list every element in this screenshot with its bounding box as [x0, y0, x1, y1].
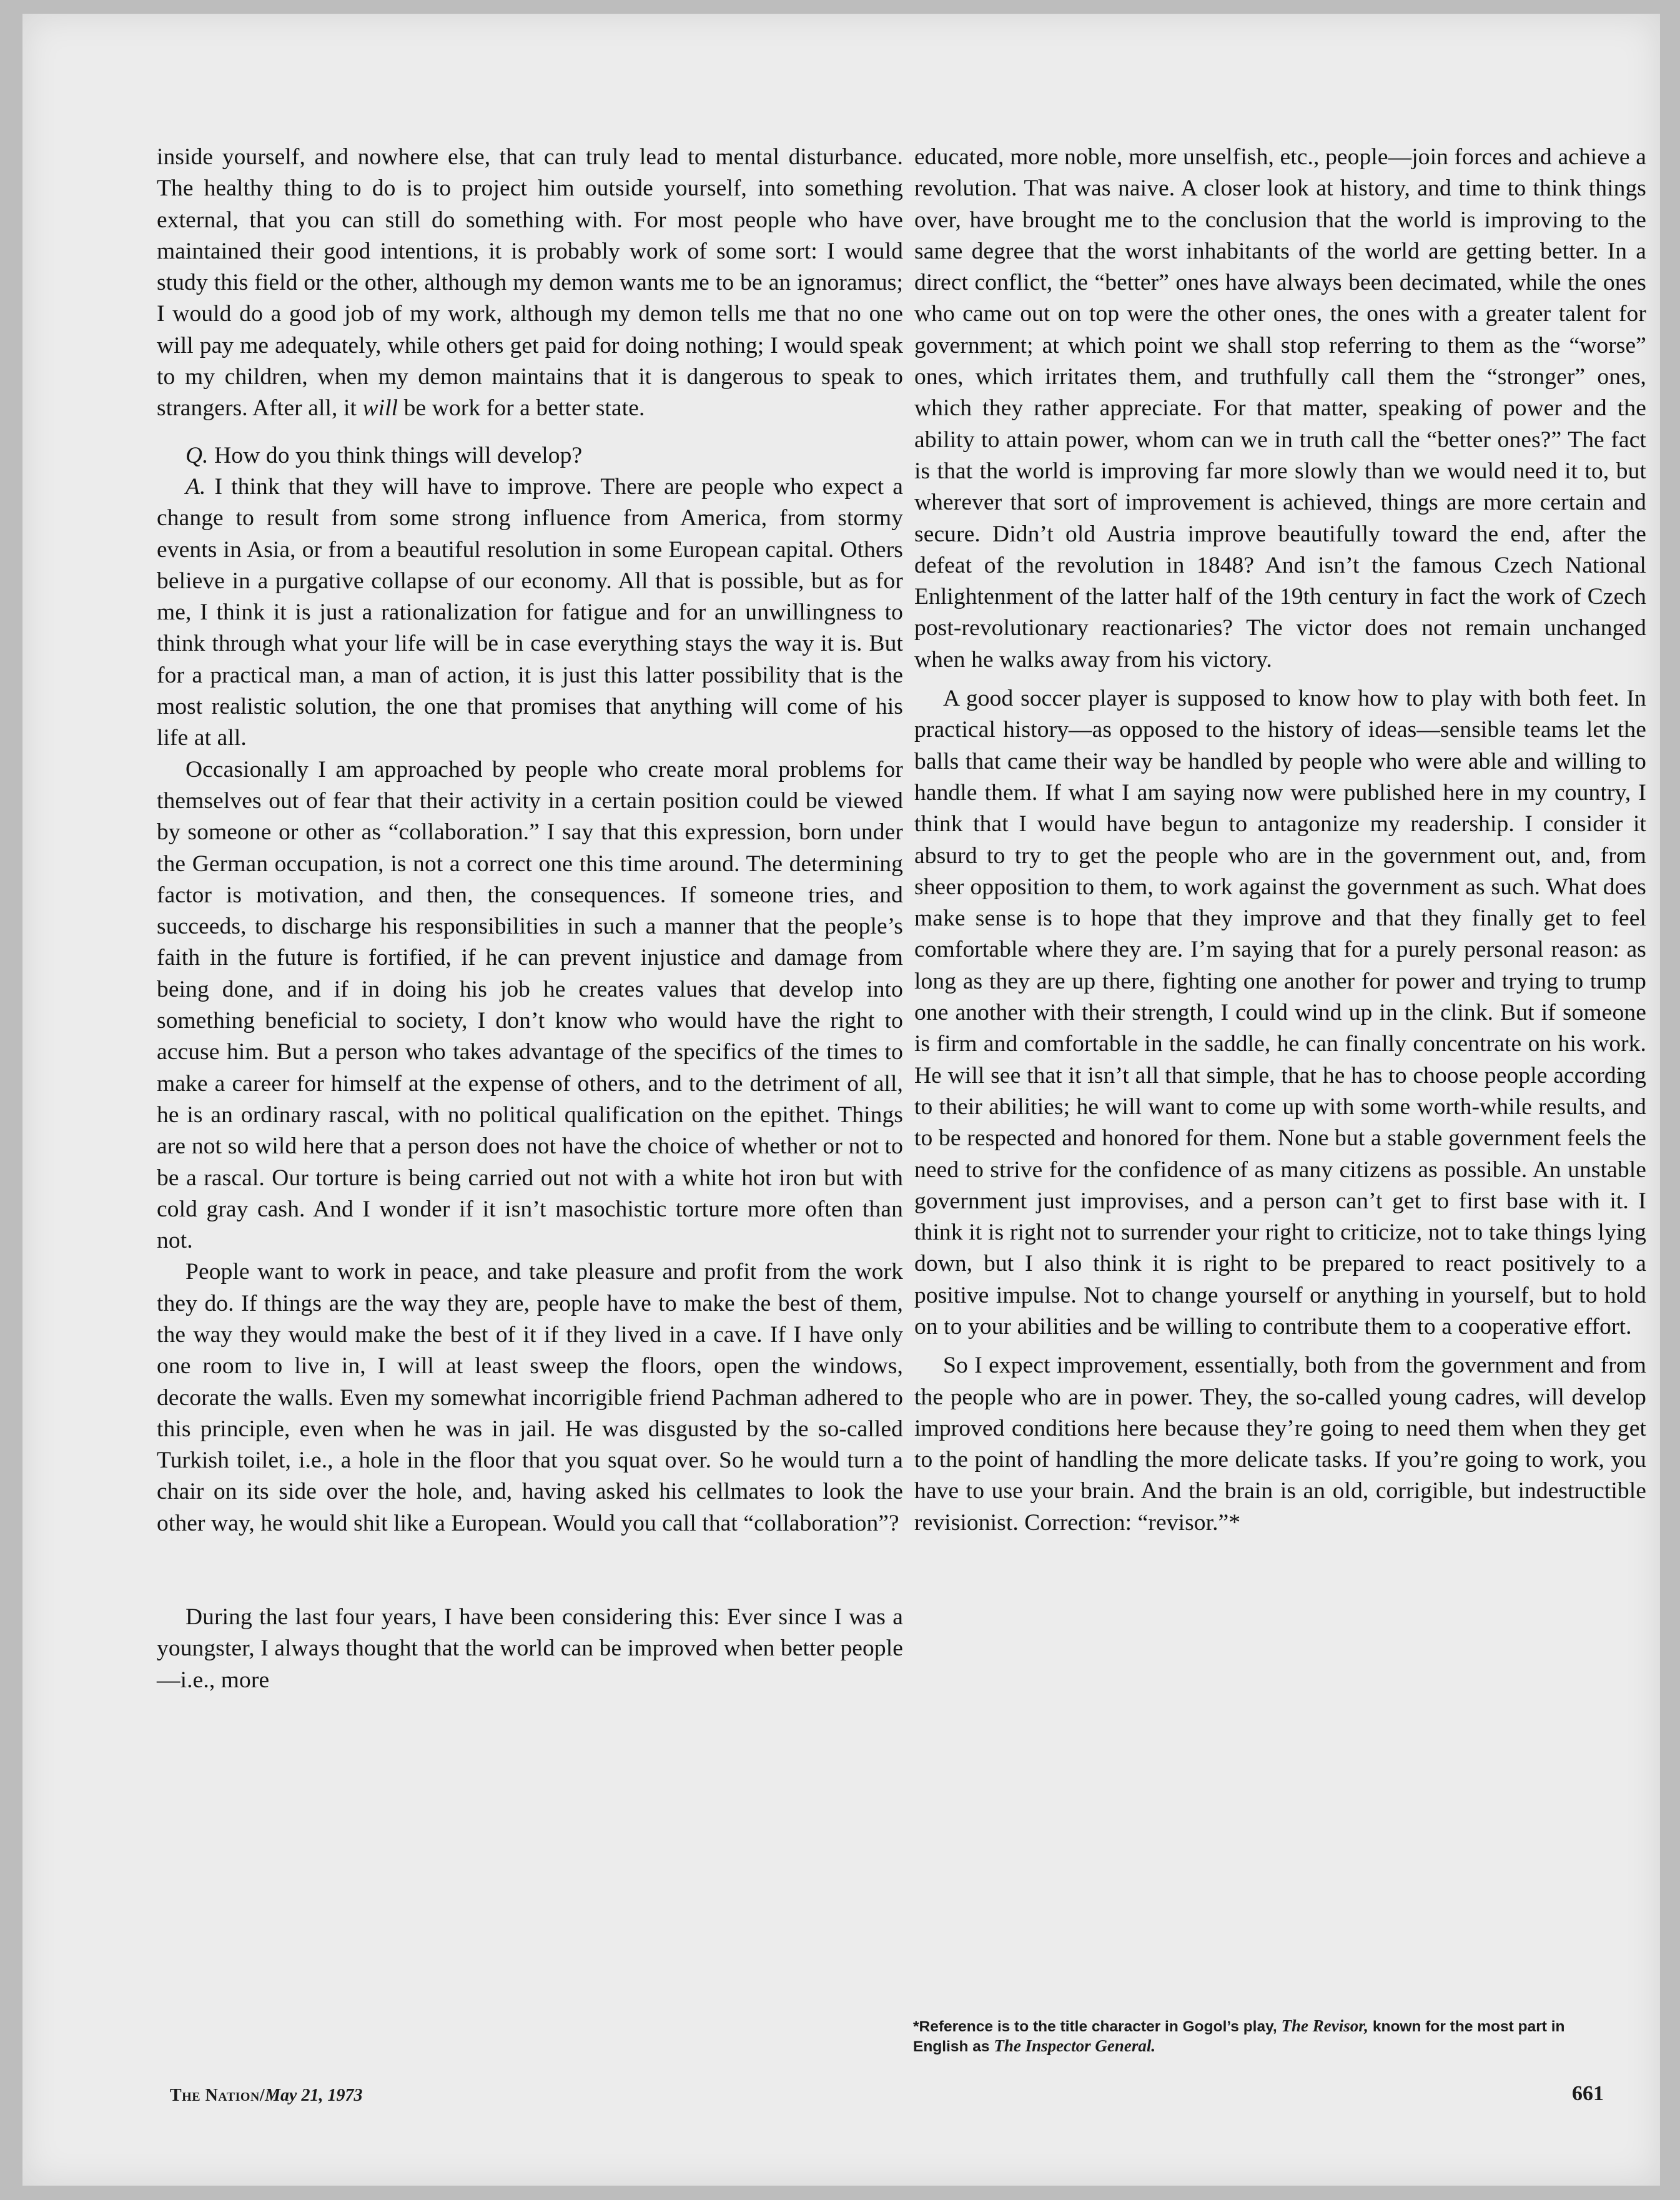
paragraph: educated, more noble, more unselfish, etc., people—join forces and achieve a revolution. That was naive. A closer look at history, and time to think things over, have brought me to the conclusion that the world is improving to the same degree that the worst inhabitants of the world are getting better. In a direct conflict, the “better” ones have always been decimated, while the ones who came out on top were the other ones, the ones with a greater talent for government; at which point we shall stop referring to them as the “worse” ones, which irritates them, and truthfully call them the “stronger” ones, which they rather appreciate. For that matter, speaking of power and the ability to attain power, whom can we in truth call the “better ones?” The fact is that the world is improving far more slowly than we would need it to, but wherever that sort of improvement is achieved, things are more certain and secure. Didn’t old Austria improve beautifully toward the end, after the defeat of the revolution in 1848? And isn’t the famous Czech National Enlightenment of the latter half of the 19th century in fact the work of Czech post-revolutionary reactionaries? The victor does not remain unchanged when he walks away from his victory. — [914, 144, 1646, 673]
page-number: 661 — [1572, 2082, 1604, 2105]
paragraph: A good soccer player is supposed to know how to play with both feet. In practical history—as opposed to the history of ideas—sensible teams let the balls that came their way be handled by people who were able and willing to handle them. If what I am saying now were published here in my country, I think that I would have begun to antagonize my readership. I consider it absurd to try to get the people who are in the government out, and, from sheer opposition to them, to work against the government as such. What does make sense is to hope that they improve and that they finally get to feel comfortable where they are. I’m saying that for a purely personal reason: as long as they are up there, fighting one another for power and trying to trump one another with their strength, I could wind up in the clink. But if someone is firm and comfortable in the saddle, he can finally concentrate on his work. He will see that it isn’t all that simple, that he has to choose people according to their abilities; he will want to come up with some worth-while results, and to be respected and honored for them. None but a stable government feels the need to strive for the confidence of as many citizens as possible. An unstable government just improvises, and a person can’t get to first base with it. I think it is right not to surrender your right to criticize, not to take things lying down, but I also think it is right to be prepared to react positively to a positive impulse. Not to change yourself or anything in yourself, but to hold on to your abilities and be willing to contribute them to a cooperative effort. — [914, 686, 1646, 1339]
footnote: *Reference is to the title character in Gogol’s play, The Revisor, known for the most part in English as The Inspector General. — [913, 2016, 1565, 2055]
paragraph: During the last four years, I have been considering this: Ever since I was a youngster, I always thought that the world can be improved when better people—i.e., more — [157, 1604, 903, 1693]
paragraph: inside yourself, and nowhere else, that can truly lead to mental disturbance. The healthy thing to do is to project him outside yourself, into something external, that you can still do something with. For most people who have maintained their good intentions, it is probably work of some sort: I would study this field or the other, although my demon wants me to be an ignoramus; I would do a good job of my work, although my demon tells me that no one will pay me adequately, while others get paid for doing nothing; I would speak to my children, when my demon maintains that it is dangerous to speak to strangers. After all, it will be work for a better state. — [157, 144, 903, 422]
answer-paragraph: A. I think that they will have to improve. There are people who expect a change to result from some strong influence from America, from stormy events in Asia, or from a beautiful resolution in some European capital. Others believe in a purgative collapse of our economy. All that is possible, but as for me, I think it is just a rationalization for fatigue and for an unwillingness to think through what your life will be in case everything stays the way it is. But for a practical man, a man of action, it is just this latter possibility that is the most realistic solution, the one that promises that anything will come of his life at all. — [157, 473, 903, 751]
magazine-name: The Nation/ — [170, 2086, 265, 2105]
paragraph: So I expect improvement, essentially, both from the government and from the people who are in power. They, the so-called young cadres, will develop improved conditions here because they’re going to need them when they get to the point of handling the more delicate tasks. If you’re going to work, you have to use your brain. And the brain is an old, corrigible, but indestructible revisionist. Correction: “revisor.”* — [914, 1353, 1646, 1536]
right-column — [900, 142, 1646, 1539]
left-column — [157, 142, 903, 1696]
paragraph: People want to work in peace, and take pleasure and profit from the work they do. If things are the way they are, people have to make the best of them, the way they would make the best of it if they lived in a cave. If I have only one room to live in, I will at least sweep the floors, open the windows, decorate the walls. Even my somewhat incorrigible friend Pachman adhered to this principle, even when he was in jail. He was disgusted by the so-called Turkish toilet, i.e., a hole in the floor that you squat over. So he would turn a chair on its side over the hole, and, having asked his cellmates to look the other way, he would shit like a European. Would you call that “collaboration”? — [157, 1259, 903, 1536]
issue-date: May 21, 1973 — [265, 2086, 363, 2105]
magazine-page — [22, 14, 1660, 2186]
running-footer — [170, 2086, 362, 2106]
question-paragraph: Q. How do you think things will develop? — [185, 442, 583, 468]
paragraph: Occasionally I am approached by people who create moral problems for themselves out of fear that their activity in a certain position could be viewed by someone or other as “collaboration.” I say that this expression, born under the German occupation, is not a correct one this time around. The determining factor is motivation, and then, the consequences. If someone tries, and succeeds, to discharge his responsibilities in such a manner that the people’s faith in the future is fortified, if he can prevent injustice and damage from being done, and if in doing his job he creates values that develop into something beneficial to society, I don’t know who would have the right to accuse him. But a person who takes advantage of the specifics of the times to make a career for himself at the expense of others, and to the detriment of all, he is an ordinary rascal, with no political qualification on the epithet. Things are not so wild here that a person does not have the choice of whether or not to be a rascal. Our torture is being carried out not with a white hot iron but with cold gray cash. And I wonder if it isn’t masochistic torture more often than not. — [157, 756, 903, 1254]
